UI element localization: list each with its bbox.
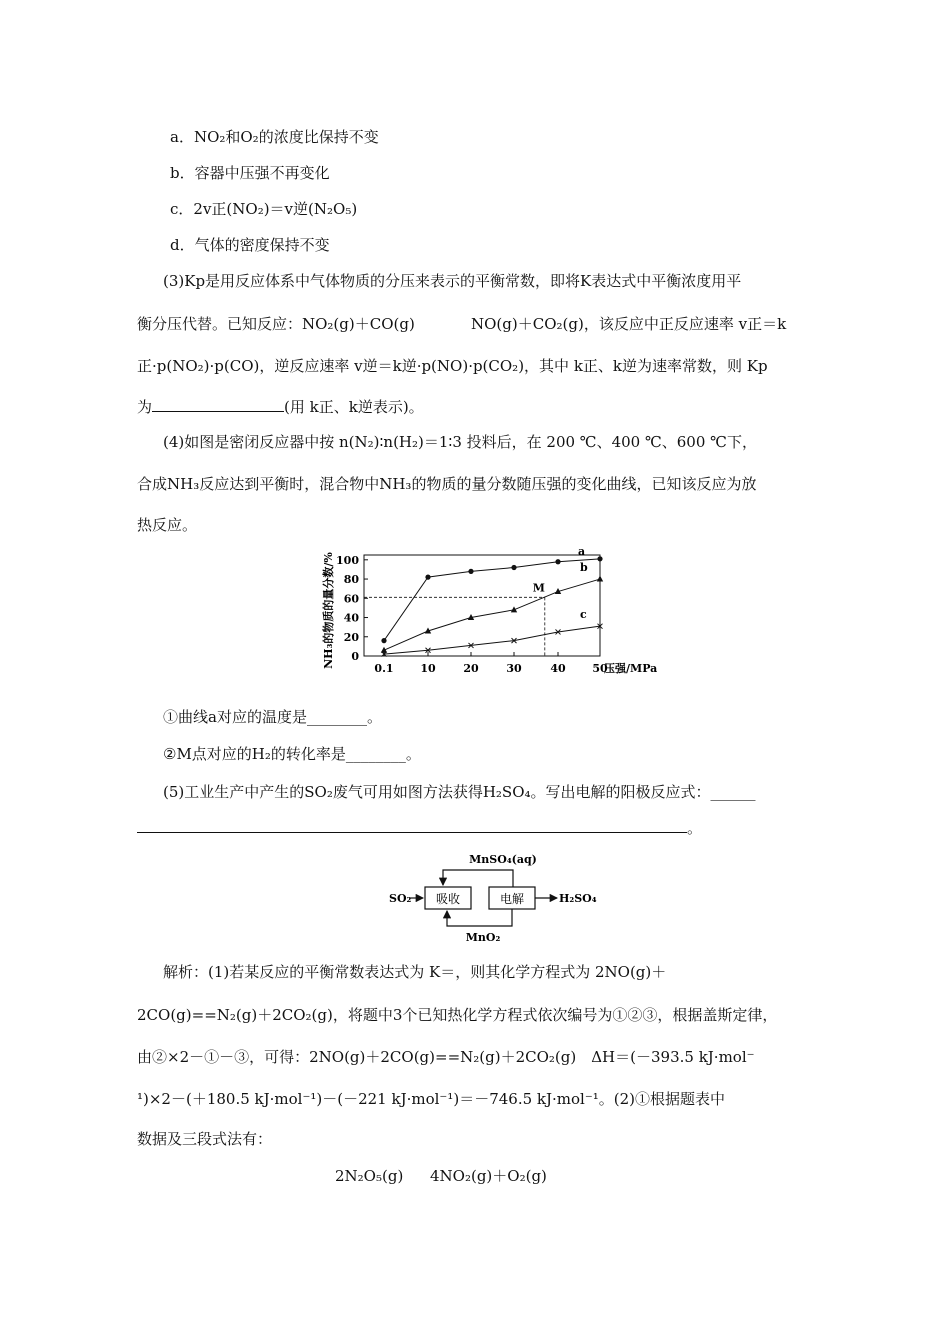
x-axis-label: 压强/MPa (604, 662, 658, 675)
y-tick-label: 20 (343, 630, 359, 644)
point-a (425, 575, 430, 580)
y-axis-label: NH₃的物质的量分数/% (322, 552, 335, 669)
flow-line-top (443, 870, 513, 887)
flow-box1-label: 吸收 (435, 892, 461, 906)
x-tick-label: 30 (506, 662, 522, 675)
point-a (381, 638, 386, 643)
q3-line3: 正·p(NO₂)·p(CO)，逆反应速率 v逆＝k逆·p(NO)·p(CO₂)，其中 k正、k逆为速率常数，则 Kp (137, 357, 768, 375)
nh3-fraction-chart (318, 543, 668, 679)
q4-line1: (4)如图是密闭反应器中按 n(N₂)∶n(H₂)＝1∶3 投料后，在 200 ℃、400 ℃、600 ℃下， (163, 433, 757, 451)
flow-input: SO₂ (389, 892, 412, 905)
series-label-c: c (580, 608, 587, 622)
q4-sub2: ②M点对应的H₂的转化率是________。 (163, 745, 421, 763)
analysis-line6a: 2N₂O₅(g) (335, 1167, 404, 1185)
y-tick-label: 60 (343, 592, 359, 606)
q4-line3: 热反应。 (137, 516, 198, 534)
flow-output: H₂SO₄ (559, 892, 597, 905)
analysis-line3: 由②×2－①－③，可得：2NO(g)＋2CO(g)==N₂(g)＋2CO₂(g) ΔH＝(－393.5 kJ·mol⁻ (137, 1048, 755, 1066)
q3-line4-suffix: (用 k正、k逆表示)。 (284, 398, 424, 416)
series-label-a: a (578, 544, 586, 558)
y-tick-label: 80 (343, 573, 359, 587)
point-a (468, 569, 473, 574)
answer-blank-anode[interactable] (137, 818, 687, 833)
answer-blank-kp[interactable] (152, 397, 284, 412)
q5-line2-end: 。 (687, 819, 703, 837)
x-tick-label: 20 (463, 662, 479, 675)
q3-line2b: NO(g)＋CO₂(g)，该反应中正反应速率 v正＝k (471, 315, 787, 333)
x-tick-label: 10 (420, 662, 436, 675)
analysis-line4: ¹)×2－(＋180.5 kJ·mol⁻¹)－(－221 kJ·mol⁻¹)＝－746.5 kJ·mol⁻¹。(2)①根据题表中 (137, 1090, 726, 1108)
analysis-line6b: 4NO₂(g)＋O₂(g) (430, 1167, 547, 1185)
option-a: a．NO₂和O₂的浓度比保持不变 (170, 128, 379, 146)
m-point-label: M (532, 581, 545, 595)
analysis-line1: 解析：(1)若某反应的平衡常数表达式为 K＝，则其化学方程式为 2NO(g)＋ (163, 963, 667, 981)
x-tick-label: 50 (592, 662, 608, 675)
flow-top-label: MnSO₄(aq) (469, 853, 537, 866)
point-a (597, 556, 602, 561)
q3-line1: (3)Kp是用反应体系中气体物质的分压来表示的平衡常数，即将K表达式中平衡浓度用平 (163, 272, 742, 290)
q5-line2 (137, 818, 702, 838)
point-b (597, 576, 603, 582)
y-tick-label: 0 (351, 650, 359, 663)
point-a (511, 565, 516, 570)
option-b: b．容器中压强不再变化 (170, 164, 330, 182)
point-a (555, 559, 560, 564)
q4-line2: 合成NH₃反应达到平衡时，混合物中NH₃的物质的量分数随压强的变化曲线，已知该反应为放 (137, 475, 757, 493)
option-c: c．2v正(NO₂)＝v逆(N₂O₅) (170, 200, 358, 218)
series-label-b: b (580, 561, 588, 575)
x-tick-label: 0.1 (374, 662, 394, 675)
analysis-line5: 数据及三段式法有： (137, 1130, 273, 1148)
option-d: d．气体的密度保持不变 (170, 236, 330, 254)
flow-line-bottom (447, 909, 512, 926)
y-tick-label: 40 (343, 611, 359, 625)
process-flow-diagram (385, 847, 610, 947)
q3-line4 (137, 397, 424, 417)
q5-line1: (5)工业生产中产生的SO₂废气可用如图方法获得H₂SO₄。写出电解的阳极反应式：______ (163, 783, 756, 801)
y-tick-label: 100 (336, 553, 359, 567)
x-tick-label: 40 (550, 662, 566, 675)
q4-sub1: ①曲线a对应的温度是________。 (163, 708, 382, 726)
q3-line2a: 衡分压代替。已知反应：NO₂(g)＋CO(g) (137, 315, 415, 333)
flow-box2-label: 电解 (499, 892, 525, 906)
series-line-a (384, 559, 600, 641)
series-line-c (384, 626, 600, 654)
series-line-b (384, 579, 600, 650)
flow-bottom-label: MnO₂ (465, 931, 501, 944)
q3-line4-prefix: 为 (137, 398, 153, 416)
analysis-line2: 2CO(g)==N₂(g)＋2CO₂(g)，将题中3个已知热化学方程式依次编号为①②③，根据盖斯定律， (137, 1006, 778, 1024)
